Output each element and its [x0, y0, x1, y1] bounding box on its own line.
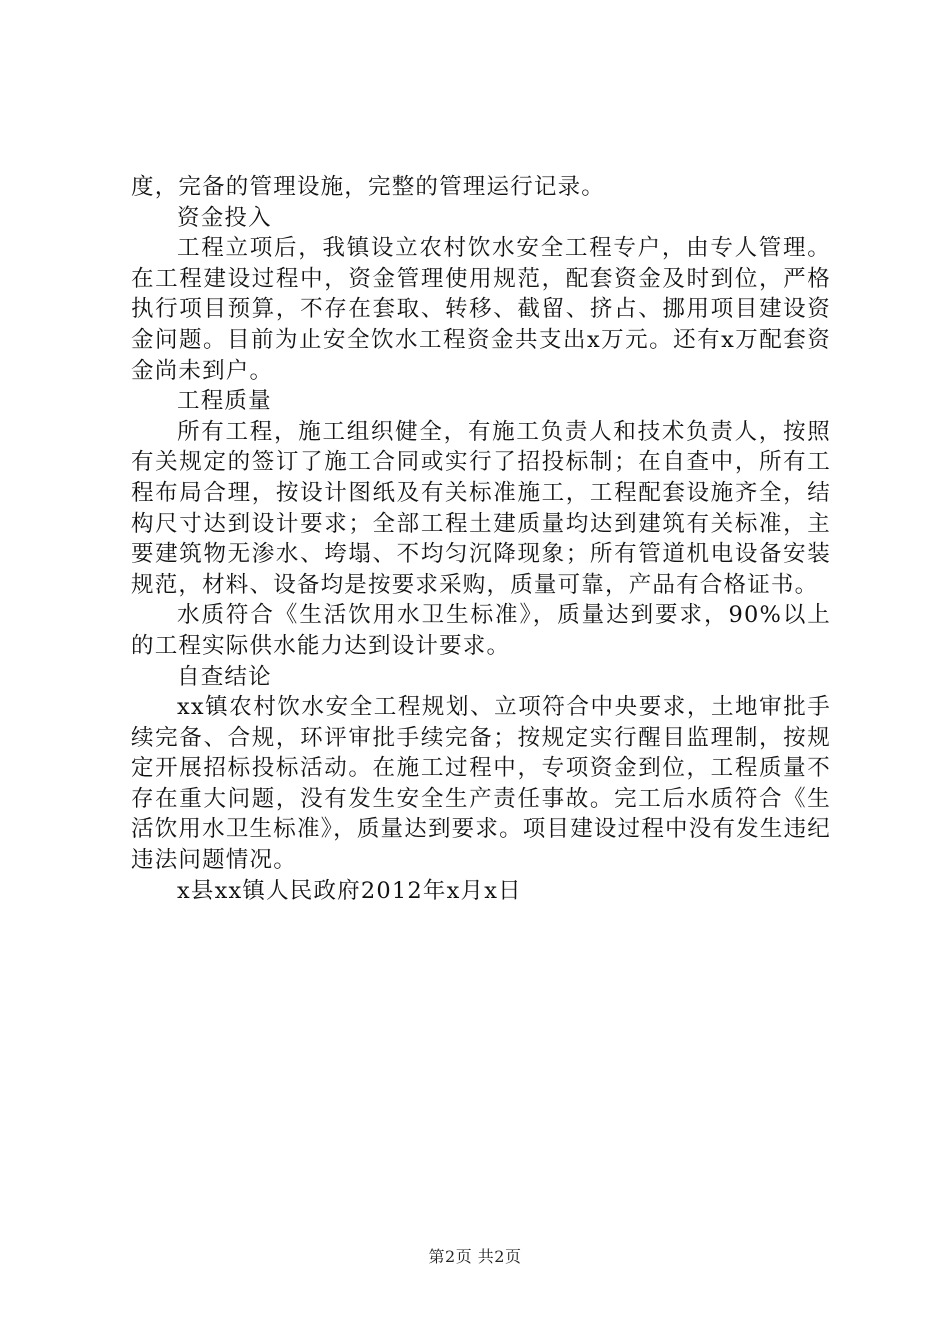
- signature-line: x县xx镇人民政府2012年x月x日: [177, 877, 522, 904]
- section-heading-funding: 资金投入: [177, 204, 272, 231]
- paragraph-continuation: 度，完备的管理设施，完整的管理运行记录。: [131, 174, 606, 200]
- section-heading-conclusion: 自查结论: [177, 663, 272, 690]
- paragraph-funding: 工程立项后，我镇设立农村饮水安全工程专户，由专人管理。在工程建设过程中，资金管理使用规范，配套资金及时到位，严格执行项目预算，不存在套取、转移、截留、挤占、挪用项目建设资金问题。目前为止安全饮水工程资金共支出x万元。还有x万配套资金尚未到户。: [131, 235, 831, 384]
- paragraph-quality: 所有工程，施工组织健全，有施工负责人和技术负责人，按照有关规定的签订了施工合同或实行了招投标制；在自查中，所有工程布局合理，按设计图纸及有关标准施工，工程配套设施齐全，结构尺寸达到设计要求；全部工程土建质量均达到建筑有关标准，主要建筑物无渗水、垮塌、不均匀沉降现象；所有管道机电设备安装规范，材料、设备均是按要求采购，质量可靠，产品有合格证书。: [131, 418, 831, 598]
- page-footer: 第2页 共2页: [428, 1247, 522, 1266]
- paragraph-water-quality: 水质符合《生活饮用水卫生标准》，质量达到要求，90%以上的工程实际供水能力达到设计要求。: [131, 602, 831, 659]
- section-heading-quality: 工程质量: [177, 388, 272, 415]
- paragraph-conclusion: xx镇农村饮水安全工程规划、立项符合中央要求，土地审批手续完备、合规，环评审批手续完备；按规定实行醒目监理制，按规定开展招标投标活动。在施工过程中，专项资金到位，工程质量不存在重大问题，没有发生安全生产责任事故。完工后水质符合《生活饮用水卫生标准》，质量达到要求。项目建设过程中没有发生违纪违法问题情况。: [131, 694, 831, 874]
- document-body: [131, 172, 831, 906]
